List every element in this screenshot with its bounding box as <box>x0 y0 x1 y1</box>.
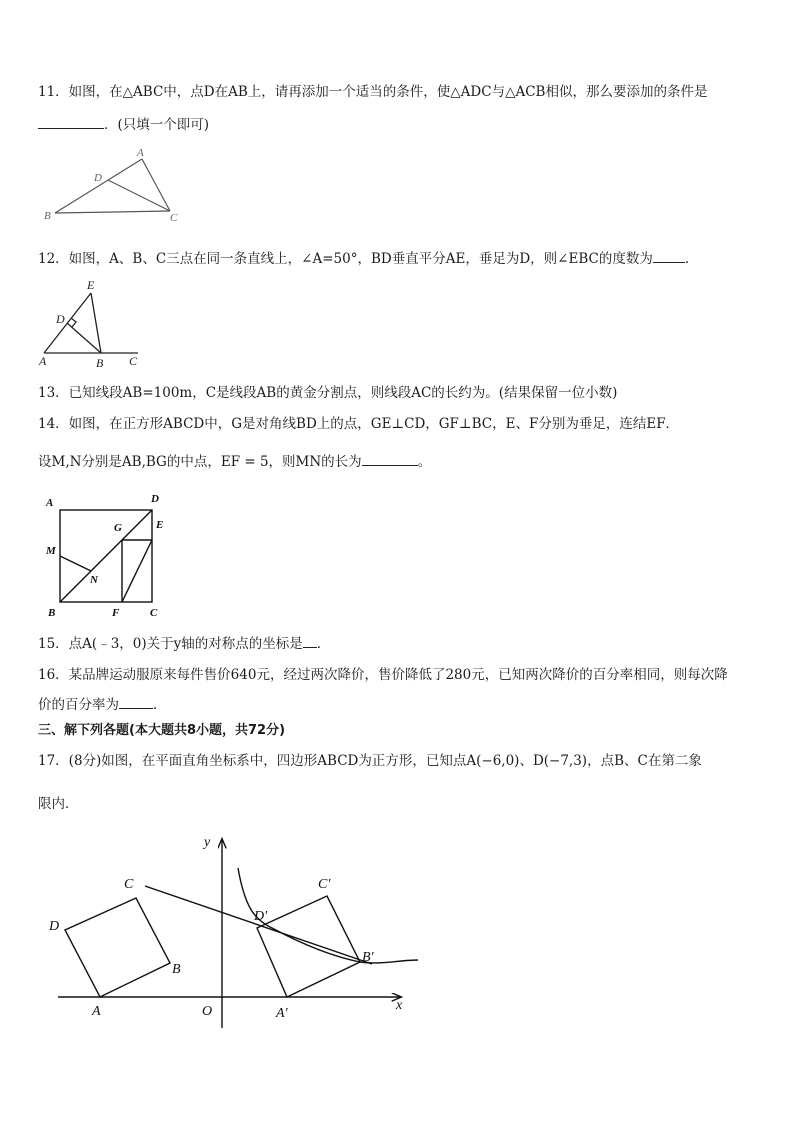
q17-line-through-d1-b1 <box>145 886 372 964</box>
q16-answer-blank[interactable] <box>119 694 153 709</box>
q12-segment-eb <box>91 293 101 353</box>
q17-coordinate-figure <box>40 828 430 1038</box>
q11-segment-dc <box>108 180 170 211</box>
q12-line: 12．如图，A、B、C三点在同一条直线上，∠A=50°，BD垂直平分AE，垂足为D，则∠EBC的度数为 . <box>38 248 689 269</box>
q14-line1: 14．如图，在正方形ABCD中，G是对角线BD上的点，GE⊥CD，GF⊥BC，E、F分别为垂足，连结EF． <box>38 416 680 432</box>
q16-line1: 16．某品牌运动服原来每件售价640元，经过两次降价，售价降低了280元，已知两次降价的百分率相同，则每次降 <box>38 667 728 683</box>
q14-label-f: F <box>112 607 120 619</box>
q17-label-b: B <box>172 962 181 977</box>
q17-label-a-prime: A′ <box>276 1006 288 1021</box>
q14-label-c: C <box>150 607 158 619</box>
q14-line2: 设M,N分别是AB,BG的中点，EF = 5，则MN的长为 。 <box>38 451 431 472</box>
q12-label-e: E <box>87 278 95 292</box>
q13-line: 13．已知线段AB=100m，C是线段AB的黄金分割点，则线段AC的长约为。(结果保留一位小数) <box>38 385 618 401</box>
q17-label-c: C <box>124 877 134 892</box>
q14-segment-mn <box>60 556 91 571</box>
q17-label-y: y <box>204 835 211 850</box>
q14-label-n: N <box>90 574 98 586</box>
q17-label-a: A <box>92 1004 101 1019</box>
q17-label-b-prime: B′ <box>362 950 374 965</box>
q11-text: 11．如图，在△ABC中，点D在AB上，请再添加一个适当的条件，使△ADC与△ACB相似，那么要添加的条件是 <box>38 84 708 100</box>
q12-label-d: D <box>56 312 65 326</box>
section3-heading: 三、解下列各题(本大题共8小题，共72分) <box>38 723 286 738</box>
q14-label-g: G <box>114 522 122 534</box>
q14-label-m: M <box>46 545 56 557</box>
q12-label-b: B <box>96 356 104 370</box>
q15-line: 15．点A(﹣3，0)关于y轴的对称点的坐标是 ． <box>38 633 330 654</box>
q14-label-d: D <box>151 493 159 505</box>
q14-label-a: A <box>46 497 54 509</box>
q17-label-c-prime: C′ <box>318 877 331 892</box>
q15-answer-blank[interactable] <box>303 633 317 648</box>
q12-segment-bd <box>67 323 101 353</box>
q11-side-ac <box>142 159 170 211</box>
q11-line1 <box>38 82 707 102</box>
q11-label-d: D <box>94 172 102 184</box>
q11-line2: ．(只填一个即可) <box>38 114 209 135</box>
q17-label-d: D <box>49 919 60 934</box>
q17-line2: 限内． <box>38 796 79 812</box>
q12-answer-blank[interactable] <box>653 248 685 263</box>
q17-label-d-prime: D′ <box>254 909 268 924</box>
q11-side-ab <box>55 159 142 213</box>
q11-triangle-figure <box>40 145 190 225</box>
q14-label-b: B <box>48 607 56 619</box>
q17-line1: 17．(8分)如图，在平面直角坐标系中，四边形ABCD为正方形，已知点A(−6,0)、D(−7,3)，点B、C在第二象 <box>38 753 702 769</box>
q17-square-a1b1c1d1 <box>257 896 360 997</box>
q14-label-e: E <box>156 519 164 531</box>
q12-label-c: C <box>129 354 138 368</box>
q14-answer-blank[interactable] <box>362 451 418 466</box>
q11-answer-blank[interactable] <box>38 114 104 129</box>
q16-line2: 价的百分率为 ． <box>38 694 167 715</box>
q11-label-c: C <box>170 212 178 224</box>
q12-figure <box>36 275 156 370</box>
q17-square-abcd <box>65 898 170 997</box>
q11-side-bc <box>55 211 170 213</box>
q14-diagonal-bd <box>60 510 152 602</box>
q17-label-x: x <box>396 998 403 1013</box>
q14-segment-ef <box>122 540 152 602</box>
q12-label-a: A <box>39 354 47 368</box>
q11-label-b: B <box>44 210 51 222</box>
q12-right-angle-mark <box>71 318 76 327</box>
q14-square-figure <box>40 488 175 623</box>
q11-label-a: A <box>137 147 144 159</box>
q17-label-o: O <box>202 1004 213 1019</box>
